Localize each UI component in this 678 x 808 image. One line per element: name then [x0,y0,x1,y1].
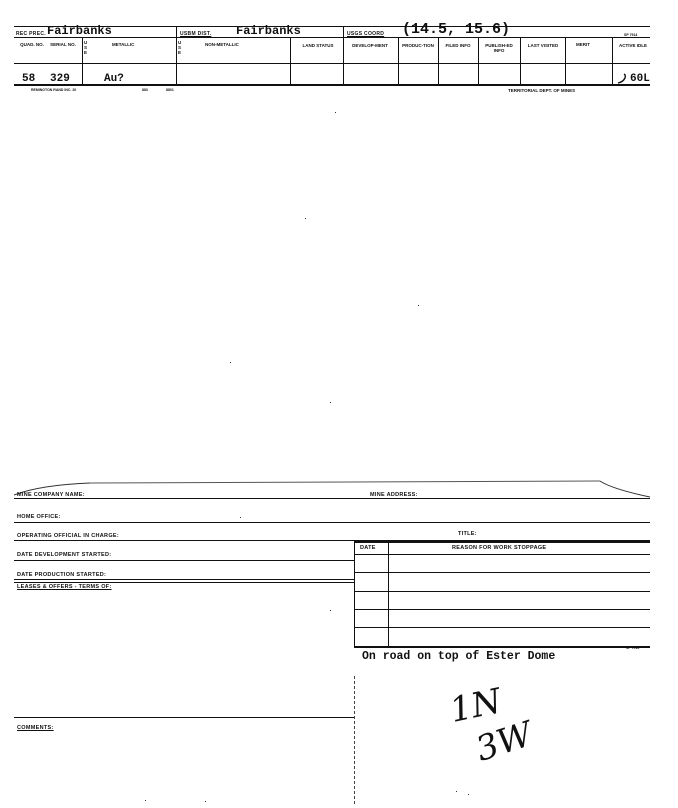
usbm-dist-value: Fairbanks [236,24,301,38]
form-number-bottom: SP 7915 [626,646,640,650]
rule [354,591,650,592]
mine-company-label: MINE COMPANY NAME: [17,492,85,498]
rule [14,522,650,523]
header-nonmetallic: NON-METALLIC [205,42,239,47]
comments-label: COMMENTS: [17,725,54,731]
dashed-divider [354,676,355,804]
rule-below-headers [14,63,650,64]
speck [330,610,331,611]
quad-value: 58 [22,73,36,85]
header-last-visited: LAST VISITED [527,43,559,48]
speck [205,801,206,802]
speck [330,402,331,403]
speck [145,800,146,801]
rec-prec-label: REC PREC. [16,31,46,37]
rule [354,609,650,610]
col-divider [398,37,399,84]
serial-value: 329 [50,73,70,85]
header-active-idle: ACTIVE IDLE [618,43,647,48]
printer-credit: REMINGTON RAND INC. 20 [31,88,77,92]
header-use-nonmetallic: U S E [178,40,182,55]
usbm-dist-label: USBM DIST. [180,31,212,37]
rule [354,541,650,543]
footer-code-1: 883 [142,88,148,92]
rule [14,582,354,583]
col-divider [478,37,479,84]
header-production: PRODUC-TION [402,43,434,48]
header-use-metallic: U S E [84,40,88,55]
handwritten-township: 1N [446,681,505,731]
rule [354,646,650,648]
title-label: TITLE: [458,531,477,537]
rec-prec-value: Fairbanks [47,24,112,38]
dev-started-label: DATE DEVELOPMENT STARTED: [17,552,112,558]
rule [14,579,354,580]
rule [14,717,354,718]
divider [388,541,389,647]
operating-official-label: OPERATING OFFICIAL IN CHARGE: [17,533,119,539]
prod-started-label: DATE PRODUCTION STARTED: [17,572,107,578]
usgs-coord-label: USGS COORD [347,31,385,37]
header-development: DEVELOP-MENT [352,43,388,48]
usgs-coord-value: (14.5, 15.6) [402,21,511,38]
col-divider [565,37,566,84]
footer-code-2: 8801 [166,88,174,92]
header-metallic: METALLIC [112,42,135,47]
header-merit: MERIT [576,42,590,47]
rule [354,627,650,628]
speck [456,791,457,792]
header-published-info: PUBLISH-ED INFO [485,43,513,53]
metallic-value: Au? [104,73,124,85]
speck [418,305,419,306]
active-idle-value: 60L [630,73,650,85]
divider [176,26,177,84]
header-land-status: LAND STATUS [302,43,334,48]
divider [343,26,344,84]
mine-address-label: MINE ADDRESS: [370,492,418,498]
rule [14,498,650,499]
header-filed-info: FILED INFO [445,43,471,48]
date-header: DATE [360,545,376,551]
rule [354,572,650,573]
divider [354,541,355,647]
check-mark-icon [616,73,630,87]
reason-header: REASON FOR WORK STOPPAGE [452,545,547,551]
handwritten-range: 3W [471,714,538,770]
col-divider [290,37,291,84]
location-note: On road on top of Ester Dome [362,650,556,663]
speck [468,794,469,795]
home-office-label: HOME OFFICE: [17,514,61,520]
speck [335,112,336,113]
col-divider [612,37,613,84]
rule [354,554,650,555]
speck [305,218,306,219]
col-divider [438,37,439,84]
form-number-top: SP 7914 [624,33,638,37]
header-quad-no: QUAD. NO. [20,42,44,47]
leases-label: LEASES & OFFERS - TERMS OF: [17,584,112,590]
speck [240,517,241,518]
rule [14,560,354,561]
speck [230,362,231,363]
header-serial-no: SERIAL NO. [50,42,76,47]
col-divider [82,37,83,84]
col-divider [520,37,521,84]
territorial-dept: TERRITORIAL DEPT. OF MINES [508,88,576,93]
